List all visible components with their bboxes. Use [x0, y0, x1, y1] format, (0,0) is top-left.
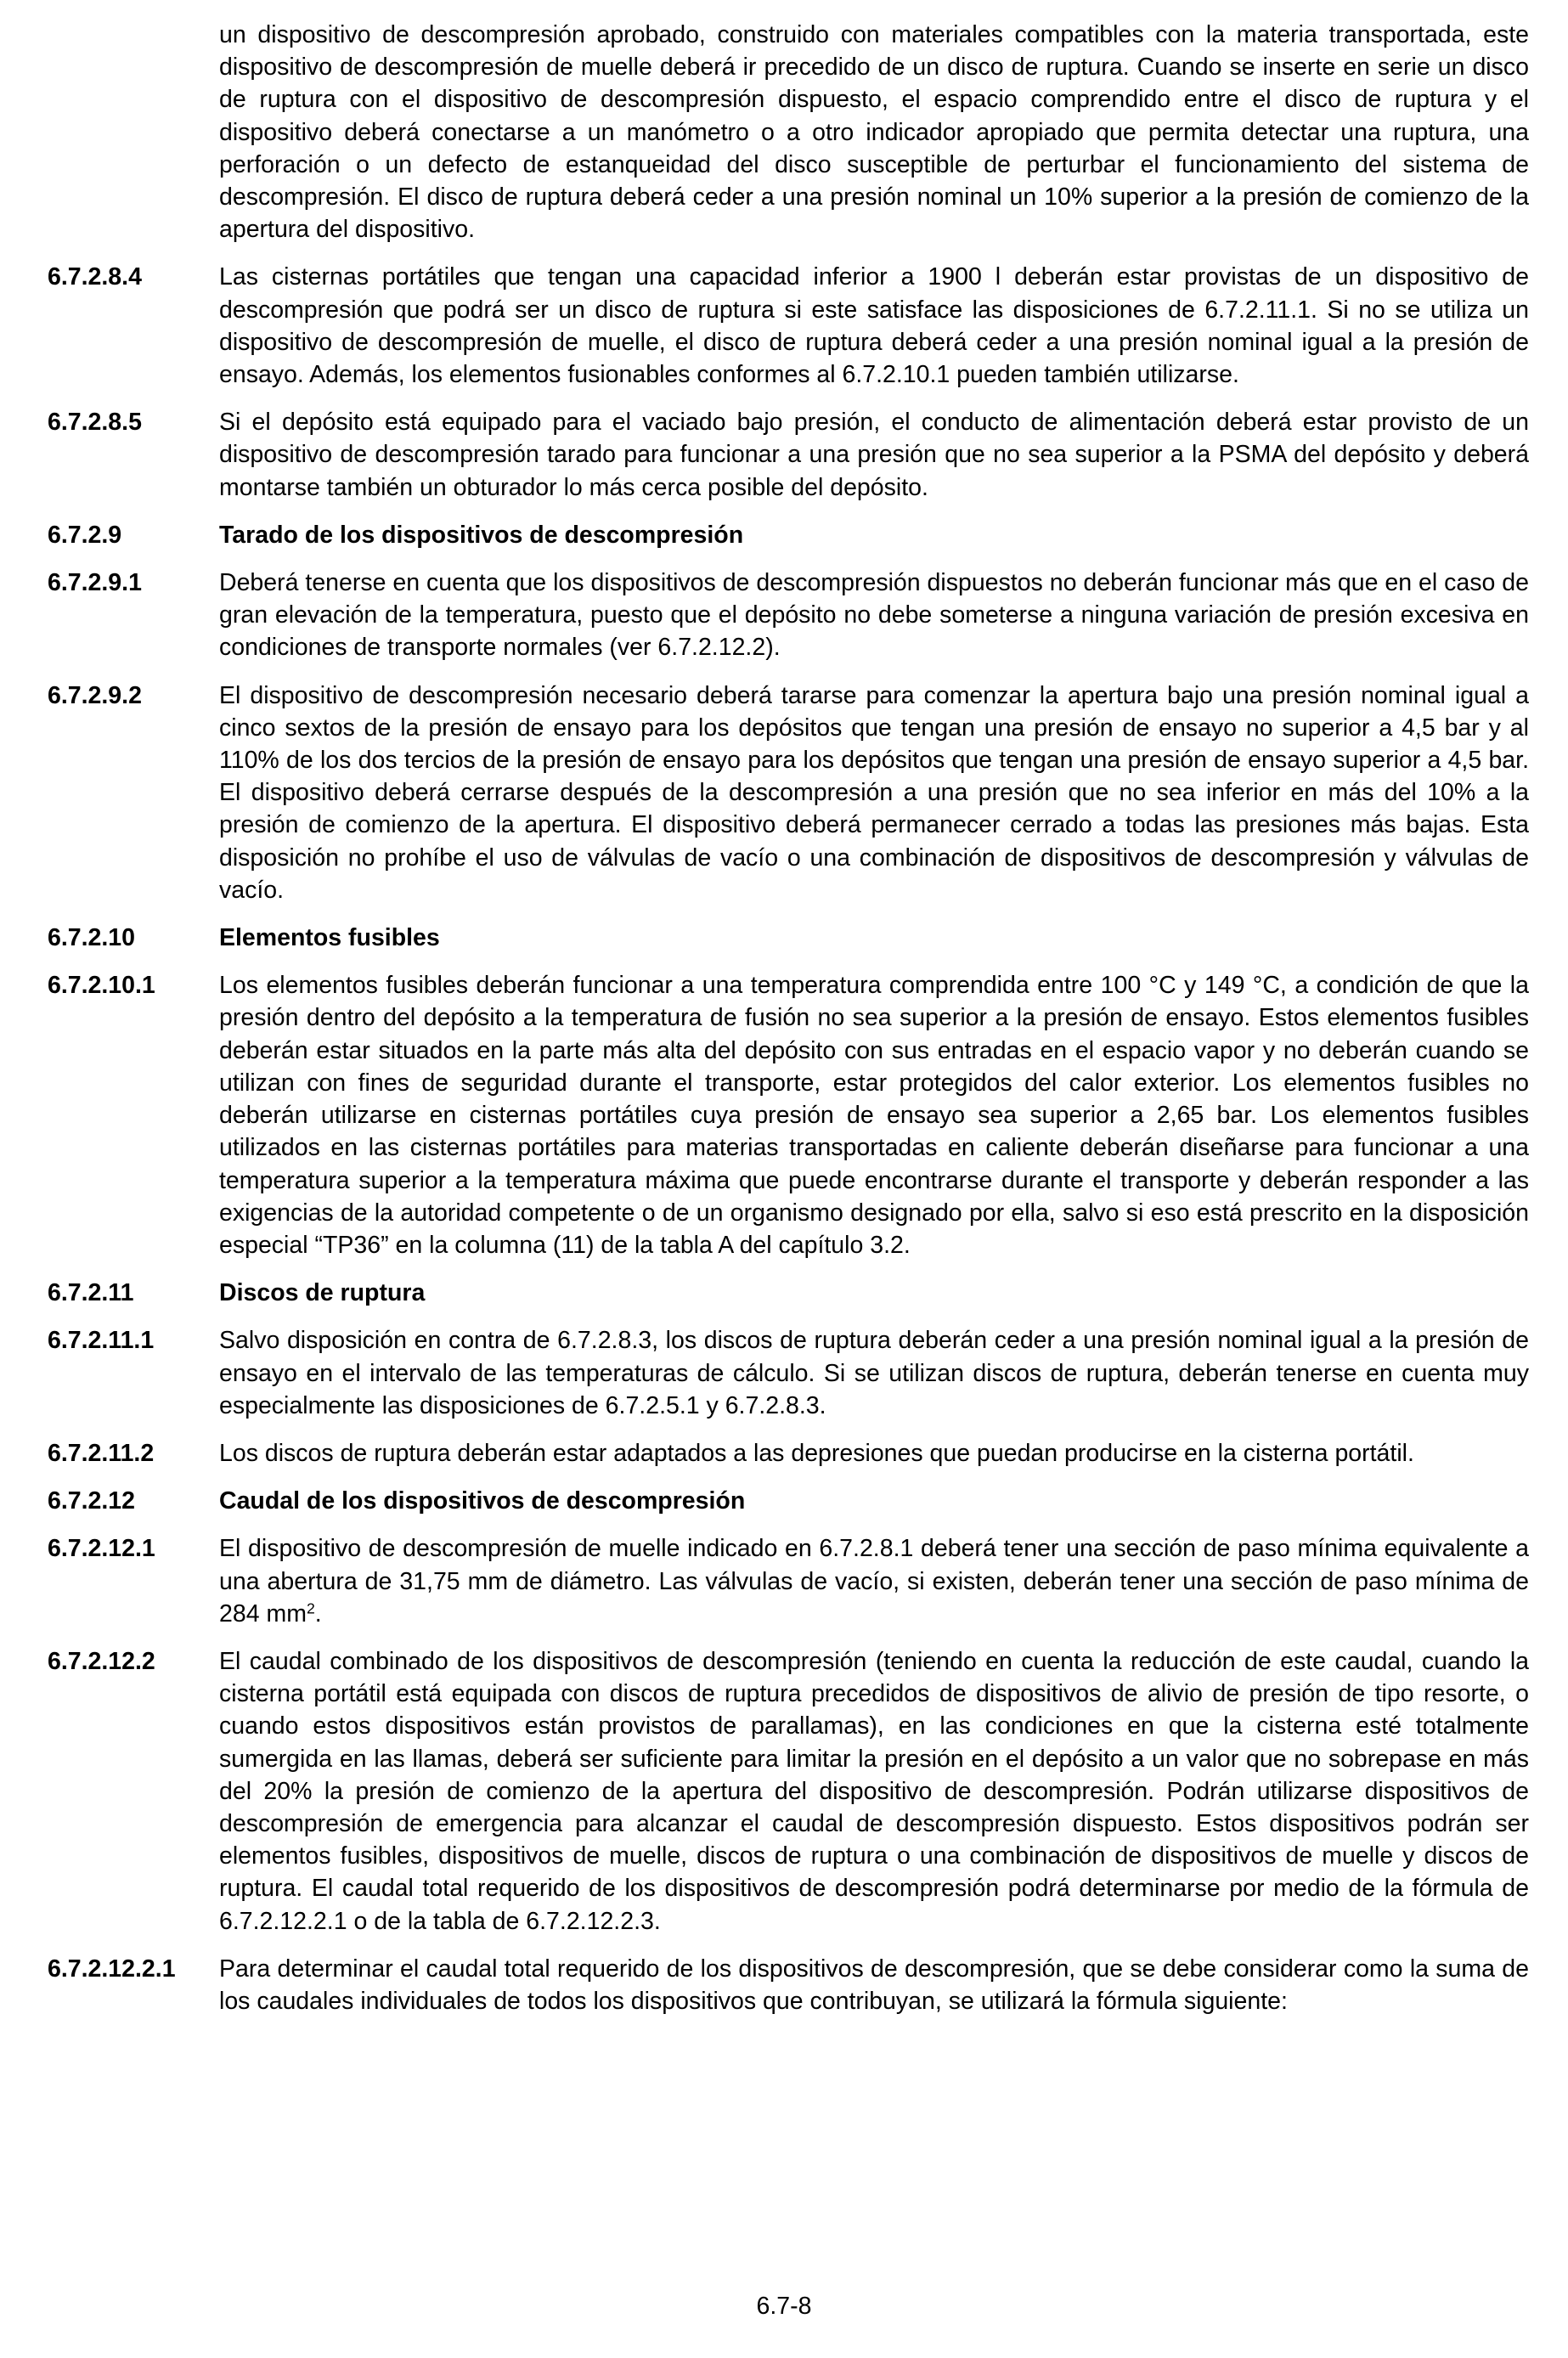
section-6-7-2-8-4: [48, 261, 1529, 391]
section-6-7-2-10-1: [48, 969, 1529, 1261]
section-number: 6.7.2.9.2: [48, 681, 142, 709]
section-6-7-2-12-2: [48, 1645, 1529, 1938]
document-page: [48, 19, 1529, 2033]
section-text: El caudal combinado de los dispositivos de descompresión (teniendo en cuenta la reducción de este caudal, cuando la cisterna portátil está equipada con discos de ruptura precedidos de dispositivos de alivio de presión de tipo resorte, o cuando estos dispositivos están provistos de parallamas), en las condiciones en que la cisterna esté totalmente sumergida en las llamas, deberá ser suficiente para limitar la presión en el depósito a un valor que no sobrepase en más del 20% la presión de comienzo de la apertura del dispositivo de descompresión. Podrán utilizarse dispositivos de descompresión de emergencia para alcanzar el caudal de descompresión dispuesto. Estos dispositivos podrán ser elementos fusibles, dispositivos de muelle, discos de ruptura o una combinación de dispositivos de muelle y discos de ruptura. El caudal total requerido de los dispositivos de descompresión podrá determinarse por medio de la fórmula de 6.7.2.12.2.1 o de la tabla de 6.7.2.12.2.3.: [219, 1647, 1529, 1935]
section-heading: Discos de ruptura: [219, 1279, 426, 1307]
section-number: 6.7.2.9.1: [48, 569, 142, 597]
page-number: 6.7-8: [756, 2293, 812, 2320]
section-number: 6.7.2.11.2: [48, 1439, 155, 1467]
section-number: 6.7.2.12.1: [48, 1535, 155, 1563]
section-6-7-2-9-heading: [48, 519, 1529, 551]
section-6-7-2-11-1: [48, 1324, 1529, 1422]
section-6-7-2-11-heading: [48, 1277, 1529, 1309]
section-text: [219, 1532, 1529, 1630]
section-text: Los elementos fusibles deberán funcionar a una temperatura comprendida entre 100 °C y 149 °C, a condición de que la presión dentro del depósito a la temperatura de fusión no sea superior a la presión de ensayo. Estos elementos fusibles deberán estar situados en la parte más alta del depósito con sus entradas en el espacio vapor y no deberán cuando se utilizan con fines de seguridad durante el transporte, estar protegidos del calor exterior. Los elementos fusibles no deberán utilizarse en cisternas portátiles cuya presión de ensayo sea superior a 2,65 bar. Los elementos fusibles utilizados en las cisternas portátiles para materias transportadas en caliente deberán diseñarse para funcionar a una temperatura superior a la temperatura máxima que puede encontrarse durante el transporte y deberán responder a las exigencias de la autoridad competente o de un organismo designado por ella, salvo si eso está prescrito en la disposición especial “TP36” en la columna (11) de la tabla A del capítulo 3.2.: [219, 972, 1529, 1259]
section-number: 6.7.2.8.4: [48, 263, 142, 291]
section-heading: Elementos fusibles: [219, 924, 440, 952]
section-text: Deberá tenerse en cuenta que los dispositivos de descompresión dispuestos no deberán funcionar más que en el caso de gran elevación de la temperatura, puesto que el depósito no debe someterse a ninguna variación de presión excesiva en condiciones de transporte normales (ver 6.7.2.12.2).: [219, 569, 1529, 662]
continuation-paragraph: un dispositivo de descompresión aprobado, construido con materiales compatibles con la materia transportada, este dispositivo de descompresión de muelle deberá ir precedido de un disco de ruptura. Cuando se inserte en serie un disco de ruptura con el dispositivo de descompresión dispuesto, el espacio comprendido entre el disco de ruptura y el dispositivo deberá conectarse a un manómetro o a otro indicador apropiado que permita detectar una ruptura, una perforación o un defecto de estanqueidad del disco susceptible de perturbar el funcionamiento del sistema de descompresión. El disco de ruptura deberá ceder a una presión nominal un 10% superior a la presión de comienzo de la apertura del dispositivo.: [219, 21, 1529, 244]
section-text-end: .: [314, 1599, 322, 1627]
section-6-7-2-12-1: [48, 1532, 1529, 1630]
superscript-squared: 2: [306, 1599, 315, 1617]
section-text: Salvo disposición en contra de 6.7.2.8.3, los discos de ruptura deberán ceder a una presión nominal igual a la presión de ensayo en el intervalo de las temperaturas de cálculo. Si se utilizan discos de ruptura, deberán tenerse en cuenta muy especialmente las disposiciones de 6.7.2.5.1 y 6.7.2.8.3.: [219, 1327, 1529, 1419]
section-number: 6.7.2.10: [48, 924, 136, 952]
section-number: 6.7.2.11: [48, 1279, 134, 1307]
section-6-7-2-9-2: [48, 680, 1529, 906]
section-number: 6.7.2.12: [48, 1487, 136, 1515]
section-text-main: El dispositivo de descompresión de muelle indicado en 6.7.2.8.1 deberá tener una sección de paso mínima equivalente a una abertura de 31,75 mm de diámetro. Las válvulas de vacío, si existen, deberán tener una sección de paso mínima de 284 mm: [219, 1535, 1529, 1627]
section-number: 6.7.2.11.1: [48, 1327, 155, 1355]
section-number: 6.7.2.12.2: [48, 1647, 155, 1675]
section-6-7-2-8-5: [48, 406, 1529, 504]
section-text: Las cisternas portátiles que tengan una capacidad inferior a 1900 l deberán estar provistas de un dispositivo de descompresión que podrá ser un disco de ruptura si este satisface las disposiciones de 6.7.2.11.1. Si no se utiliza un dispositivo de descompresión de muelle, el disco de ruptura deberá ceder a una presión nominal igual a la presión de ensayo. Además, los elementos fusionables conformes al 6.7.2.10.1 pueden también utilizarse.: [219, 263, 1529, 389]
section-6-7-2-10-heading: [48, 922, 1529, 954]
section-6-7-2-9-1: [48, 567, 1529, 664]
section-text: Si el depósito está equipado para el vaciado bajo presión, el conducto de alimentación deberá estar provisto de un dispositivo de descompresión tarado para funcionar a una presión que no sea superior a la PSMA del depósito y deberá montarse también un obturador lo más cerca posible del depósito.: [219, 409, 1529, 501]
section-heading: Tarado de los dispositivos de descompresión: [219, 521, 744, 549]
section-number: 6.7.2.12.2.1: [48, 1955, 176, 1983]
section-number: 6.7.2.10.1: [48, 972, 155, 1000]
section-text: Los discos de ruptura deberán estar adaptados a las depresiones que puedan producirse en la cisterna portátil.: [219, 1439, 1414, 1467]
section-number: 6.7.2.9: [48, 521, 122, 549]
section-6-7-2-11-2: [48, 1437, 1529, 1470]
section-6-7-2-12-heading: [48, 1485, 1529, 1517]
section-6-7-2-12-2-1: [48, 1953, 1529, 2017]
section-text: El dispositivo de descompresión necesario deberá tararse para comenzar la apertura bajo una presión nominal igual a cinco sextos de la presión de ensayo para los depósitos que tengan una presión de ensayo no superior a 4,5 bar y al 110% de los dos tercios de la presión de ensayo para los depósitos que tengan una presión de ensayo superior a 4,5 bar. El dispositivo deberá cerrarse después de la descompresión a una presión que no sea inferior en más del 10% a la presión de comienzo de la apertura. El dispositivo deberá permanecer cerrado a todas las presiones más bajas. Esta disposición no prohíbe el uso de válvulas de vacío o una combinación de dispositivos de descompresión y válvulas de vacío.: [219, 681, 1529, 904]
section-number: 6.7.2.8.5: [48, 409, 142, 437]
section-text: Para determinar el caudal total requerido de los dispositivos de descompresión, que se debe considerar como la suma de los caudales individuales de todos los dispositivos que contribuyan, se utilizará la fórmula siguiente:: [219, 1955, 1529, 2015]
section-heading: Caudal de los dispositivos de descompresión: [219, 1487, 746, 1515]
